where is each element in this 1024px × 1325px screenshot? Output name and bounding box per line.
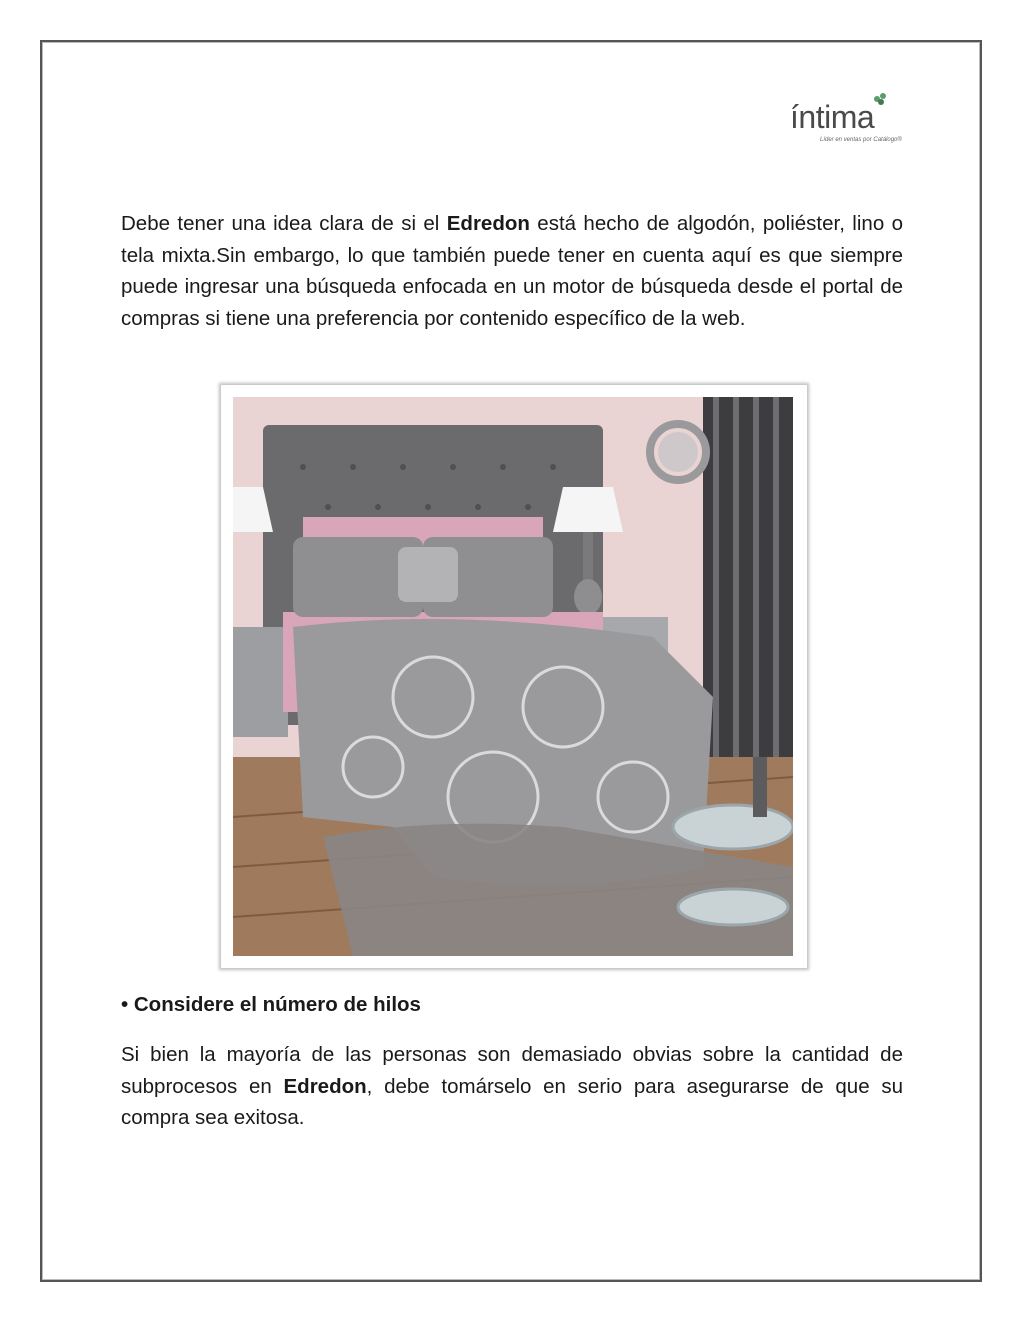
intro-paragraph: Debe tener una idea clara de si el Edredon está hecho de algodón, poliéster, lino o tela mixta.Sin embargo, lo que también puede tener en cuenta aquí es que siempre puede ingresar una búsqueda enfocada en un motor de búsqueda desde el portal de compras si tiene una preferencia por contenido específico de la web. <box>121 212 903 330</box>
body-paragraph: Si bien la mayoría de las personas son demasiado obvias sobre la cantidad de subprocesos en Edredon, debe tomárselo en serio para asegurarse de que su compra sea exitosa. <box>121 1043 903 1129</box>
brand-logo <box>780 85 905 155</box>
logo-tagline: Líder en ventas por Catálogo® <box>820 137 902 143</box>
bedroom-photo <box>233 397 793 956</box>
product-photo-frame <box>221 385 807 968</box>
keyword-edredon: Edredon <box>446 212 530 235</box>
section-heading: • Considere el número de hilos <box>121 993 421 1016</box>
logo-wordmark: íntima <box>790 99 875 135</box>
keyword-edredon: Edredon <box>283 1074 367 1098</box>
